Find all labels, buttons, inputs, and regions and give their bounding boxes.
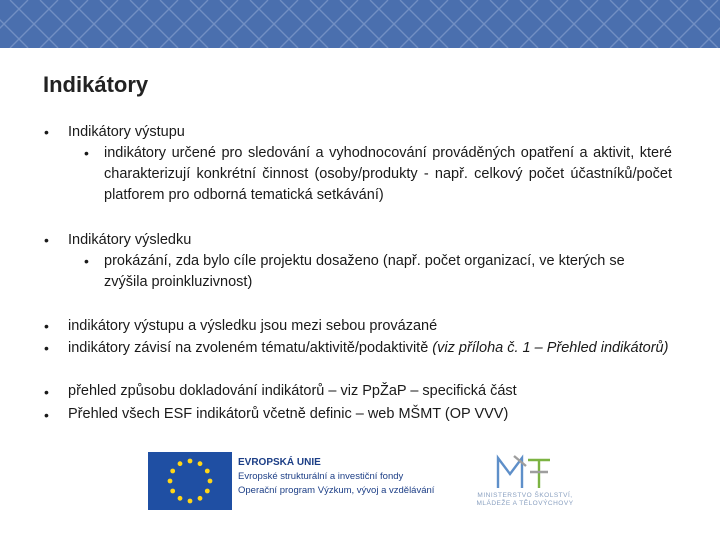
subitem-vystup-definice: indikátory určené pro sledování a vyhodnocování prováděných opatření a aktivit, které charakterizují konkrétní činnost (osoby/produkty - např. celkový počet účastníků/počet platforem pro odborná tematická setkávání) <box>104 145 672 203</box>
bullet-icon: • <box>44 124 49 140</box>
item-zavislost <box>68 338 672 359</box>
eu-funds: Evropské strukturální a investiční fondy <box>238 471 404 482</box>
bullet-icon: • <box>44 407 49 423</box>
subitem-vysledek-definice: prokázání, zda bylo cíle projektu dosaženo (např. počet organizací, ve kterých se zvýšila proinkluzivnost) <box>104 253 625 290</box>
bullet-icon: • <box>44 232 49 248</box>
item-indikatory-vysledku: Indikátory výsledku <box>68 232 192 248</box>
msmt-logo <box>470 452 580 514</box>
header-banner <box>0 0 720 48</box>
eu-title: EVROPSKÁ UNIE <box>238 457 321 468</box>
item-dokladovani: přehled způsobu dokladování indikátorů – viz PpŽaP – specifická část <box>68 383 517 399</box>
item-zavislost-odkaz: (viz příloha č. 1 – Přehled indikátorů) <box>432 340 669 356</box>
item-esf-prehled: Přehled všech ESF indikátorů včetně definic – web MŠMT (OP VVV) <box>68 406 509 422</box>
msmt-line-1: MINISTERSTVO ŠKOLSTVÍ, <box>477 492 573 499</box>
item-indikatory-vystupu: Indikátory výstupu <box>68 124 185 140</box>
msmt-logo-icon <box>470 452 580 492</box>
bullet-icon: • <box>44 340 49 356</box>
eu-flag-icon <box>148 452 232 510</box>
banner-pattern-icon <box>0 0 720 48</box>
eu-programme: Operační program Výzkum, vývoj a vzdělávání <box>238 485 435 496</box>
bullet-icon: • <box>44 318 49 334</box>
msmt-text <box>470 492 580 508</box>
slide-title: Indikátory <box>43 72 149 97</box>
item-zavislost-text: indikátory závisí na zvoleném tématu/aktivitě/podaktivitě <box>68 340 433 356</box>
eu-logo <box>148 452 448 514</box>
item-provazanost: indikátory výstupu a výsledku jsou mezi sebou provázané <box>68 318 438 334</box>
footer-logos <box>148 452 578 514</box>
eu-logo-text <box>238 456 434 498</box>
msmt-line-2: MLÁDEŽE A TĚLOVÝCHOVY <box>476 500 574 507</box>
bullet-icon: • <box>84 253 89 269</box>
bullet-icon: • <box>44 384 49 400</box>
bullet-icon: • <box>84 145 89 161</box>
